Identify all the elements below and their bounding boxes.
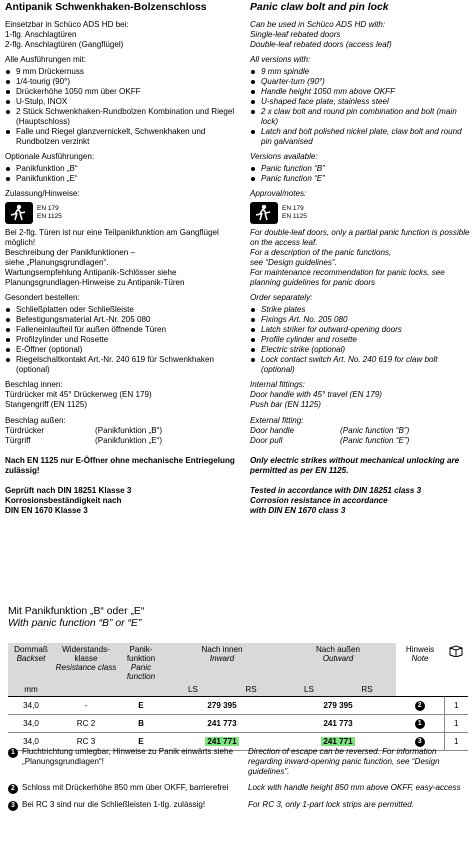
outside-fitting-de xyxy=(5,416,237,446)
list-item: U-shaped face plate, stainless steel xyxy=(250,97,470,107)
list-item: Electric strike (optional) xyxy=(250,345,470,355)
list-item: Strike plates xyxy=(250,305,470,315)
list-item: Quarter-turn (90°) xyxy=(250,77,470,87)
article-number: 241 773 xyxy=(207,718,237,728)
note-line: For a description of the panic functions, xyxy=(250,248,392,257)
notes-en xyxy=(250,228,470,288)
header-en: Backset xyxy=(16,654,46,663)
header-en: Resistance class xyxy=(55,663,117,672)
cert-en1125: EN 1125 xyxy=(282,213,307,220)
header-de: Dornmaß xyxy=(14,645,48,654)
outside-fitting-en xyxy=(250,416,470,446)
tested-line: DIN EN 1670 Klasse 3 xyxy=(5,506,88,515)
fitting-name: Door pull xyxy=(250,436,283,445)
note-marker: 2 xyxy=(415,701,425,711)
footnotes xyxy=(8,747,468,817)
cell-function: B xyxy=(118,715,164,733)
header-de: Hinweis xyxy=(405,645,435,654)
all-versions-label-en: All versions with: xyxy=(250,55,311,64)
cell-backset: 34,0 xyxy=(8,733,54,751)
list-item: Panic function “B” xyxy=(250,164,470,174)
inside-fitting-en xyxy=(250,380,470,410)
warning-de: Nach EN 1125 nur E-Öffner ohne mechanische Entriegelung zulässig! xyxy=(5,456,235,475)
cert-en179: EN 179 xyxy=(37,205,59,212)
header-empty xyxy=(118,683,164,697)
fitting-function: (Panikfunktion „E“) xyxy=(95,436,163,445)
list-item: 9 mm spindle xyxy=(250,67,470,77)
list-item: Lock contact switch Art. No. 240 619 for claw bolt (optional) xyxy=(250,355,470,375)
list-item: Panikfunktion „E“ xyxy=(5,174,237,184)
order-list-en xyxy=(250,305,470,375)
article-number: 241 773 xyxy=(323,718,353,728)
outside-row xyxy=(5,426,237,436)
cert-en1125: EN 1125 xyxy=(37,213,62,220)
header-unit: mm xyxy=(8,683,54,697)
cell-qty: 1 xyxy=(444,715,468,733)
cert-labels xyxy=(282,205,307,221)
optional-label-de: Optionale Ausführungen: xyxy=(5,152,95,161)
header-outward xyxy=(280,643,396,683)
approval-label-en: Approval/notes: xyxy=(250,189,307,198)
list-item: 2 Stück Schwenkhaken-Rundbolzen Kombination und Riegel (Hauptschloss) xyxy=(5,107,237,127)
header-de: Panik-funktion xyxy=(126,645,156,663)
warning-en: Only electric strikes without mechanical unlocking are permitted as per EN 1125. xyxy=(250,456,460,475)
title-de: Antipanik Schwenkhaken-Bolzenschloss xyxy=(5,2,207,13)
order-label-en: Order separately: xyxy=(250,293,313,302)
list-item: 1/4-tourig (90°) xyxy=(5,77,237,87)
cell-note xyxy=(396,697,444,715)
header-en: Panic function xyxy=(126,663,156,681)
list-item: 2 x claw bolt and round pin combination and bolt (main lock) xyxy=(250,107,470,127)
cell-note xyxy=(396,715,444,733)
cell-class: - xyxy=(54,697,118,715)
intro-line: Single-leaf rebated doors xyxy=(250,30,341,39)
fitting-function: (Panic function “B”) xyxy=(340,426,410,435)
fitting-function: (Panikfunktion „B“) xyxy=(95,426,163,435)
header-note xyxy=(396,643,444,697)
list-item: U-Stulp, INOX xyxy=(5,97,237,107)
list-item: Drückerhöhe 1050 mm über OKFF xyxy=(5,87,237,97)
list-item: Latch striker for outward-opening doors xyxy=(250,325,470,335)
footnote-text: Fluchtrichtung umlegbar, Hinweise zu Panik einwärts siehe „Planungsgrundlagen“! xyxy=(22,747,233,766)
outside-row xyxy=(5,436,237,446)
tested-line: Corrosion resistance in accordance xyxy=(250,496,388,505)
list-item: Falle und Riegel glanzvernickelt, Schwenkhaken und Rundbolzen verzinkt xyxy=(5,127,237,147)
footnote-en: For RC 3, only 1-part lock strips are permitted. xyxy=(248,800,414,809)
list-item: Schließplatten oder Schließleiste xyxy=(5,305,237,315)
footnote-en: Direction of escape can be reversed. For information regarding inward-opening panic function, see “Design guidelines”. xyxy=(248,747,440,776)
inside-label: Beschlag innen: xyxy=(5,380,63,389)
cell-inward xyxy=(164,715,280,733)
list-item: Befestigungsmaterial Art.-Nr. 205 080 xyxy=(5,315,237,325)
cell-class: RC 2 xyxy=(54,715,118,733)
emergency-exit-icon xyxy=(250,202,278,224)
cell-backset: 34,0 xyxy=(8,697,54,715)
outside-label: Beschlag außen: xyxy=(5,416,66,425)
fitting-function: (Panic function “E”) xyxy=(340,436,410,445)
optional-label-en: Versions available: xyxy=(250,152,318,161)
footnote-de xyxy=(8,747,248,777)
inside-line: Push bar (EN 1125) xyxy=(250,400,321,409)
order-label-de: Gesondert bestellen: xyxy=(5,293,80,302)
tested-line: Tested in accordance with DIN 18251 class 3 xyxy=(250,486,422,495)
fitting-name: Door handle xyxy=(250,426,295,435)
cell-outward xyxy=(280,715,396,733)
panic-heading-en: With panic function “B” or “E” xyxy=(8,618,142,629)
cell-qty: 1 xyxy=(444,733,468,751)
article-number: 279 395 xyxy=(207,700,237,710)
intro-line: 2-flg. Anschlagtüren (Gangflügel) xyxy=(5,40,124,49)
header-backset xyxy=(8,643,54,683)
note-marker: 3 xyxy=(415,737,425,747)
list-item: Profilzylinder und Rosette xyxy=(5,335,237,345)
note-marker: 2 xyxy=(8,784,18,794)
outside-row xyxy=(250,436,470,446)
certification-en xyxy=(250,202,470,224)
inside-line: Türdrücker mit 45° Drückerweg (EN 179) xyxy=(5,390,152,399)
optional-list-en xyxy=(250,164,470,184)
list-item: Panic function “E” xyxy=(250,174,470,184)
tested-line: Geprüft nach DIN 18251 Klasse 3 xyxy=(5,486,132,495)
article-number: 279 395 xyxy=(323,700,353,710)
inside-fitting-de xyxy=(5,380,237,410)
footnote xyxy=(8,747,468,777)
header-empty xyxy=(54,683,118,697)
optional-list-de xyxy=(5,164,237,184)
cell-backset: 34,0 xyxy=(8,715,54,733)
order-list-de xyxy=(5,305,237,375)
header-en: Note xyxy=(411,654,429,663)
header-resistance xyxy=(54,643,118,683)
tested-en xyxy=(250,486,470,516)
intro-line: Double-leaf rebated doors (access leaf) xyxy=(250,40,392,49)
header-rs: RS xyxy=(222,683,280,697)
cert-labels xyxy=(37,205,62,221)
header-panic xyxy=(118,643,164,683)
note-line: For maintenance recommendation for panic locks, see planning guidelines for panic doors xyxy=(250,268,445,287)
list-item: 9 mm Drückernuss xyxy=(5,67,237,77)
footnote-text: Schloss mit Drückerhöhe 850 mm über OKFF, barrierefrei xyxy=(22,783,229,792)
inside-label: Internal fittings: xyxy=(250,380,305,389)
note-line: Bei 2-flg. Türen ist nur eine Teilpanikfunktion am Gangflügel möglich! xyxy=(5,228,219,247)
footnote-de xyxy=(8,783,248,794)
intro-line: Einsetzbar in Schüco ADS HD bei: xyxy=(5,20,129,29)
list-item: Panikfunktion „B“ xyxy=(5,164,237,174)
footnote xyxy=(8,783,468,794)
english-column xyxy=(250,0,470,516)
all-versions-label-de: Alle Ausführungen mit: xyxy=(5,55,86,64)
tested-de xyxy=(5,486,237,516)
table-header-row xyxy=(8,643,468,683)
certification-de xyxy=(5,202,237,224)
outside-row xyxy=(250,426,470,436)
outside-label: External fitting: xyxy=(250,416,304,425)
title-en: Panic claw bolt and pin lock xyxy=(250,2,389,13)
note-line: siehe „Planungsgrundlagen“. xyxy=(5,258,109,267)
cell-function: E xyxy=(118,733,164,751)
note-marker: 1 xyxy=(415,719,425,729)
fitting-name: Türdrücker xyxy=(5,426,45,435)
cell-class: RC 3 xyxy=(54,733,118,751)
list-item: Handle height 1050 mm above OKFF xyxy=(250,87,470,97)
footnote-de xyxy=(8,800,248,811)
fitting-name: Türgriff xyxy=(5,436,31,445)
header-en: Inward xyxy=(209,654,235,663)
list-item: Falleneinlaufteil für außen öffnende Türen xyxy=(5,325,237,335)
all-versions-list-en xyxy=(250,67,470,147)
intro-de xyxy=(5,20,237,50)
header-de: Nach außen xyxy=(315,645,361,654)
approval-label-de: Zulassung/Hinweise: xyxy=(5,189,80,198)
note-line: Beschreibung der Panikfunktionen – xyxy=(5,248,136,257)
header-en: Outward xyxy=(322,654,354,663)
cell-inward xyxy=(164,697,280,715)
cell-qty: 1 xyxy=(444,697,468,715)
panic-heading-de: Mit Panikfunktion „B“ oder „E“ xyxy=(8,606,145,617)
notes-de xyxy=(5,228,237,288)
cert-en179: EN 179 xyxy=(282,205,304,212)
cell-outward xyxy=(280,697,396,715)
note-line: Wartungsempfehlung Antipanik-Schlösser siehe Planungsgrundlagen-Hinweise zu Antipanik-Türen xyxy=(5,268,185,287)
footnote xyxy=(8,800,468,811)
tested-line: Korrosionsbeständigkeit nach xyxy=(5,496,122,505)
packaging-unit-icon xyxy=(444,643,468,697)
note-marker: 3 xyxy=(8,801,18,811)
panic-function-heading xyxy=(8,606,144,630)
header-de: Widerstands-klasse xyxy=(62,645,110,663)
german-column xyxy=(5,0,237,516)
header-de: Nach innen xyxy=(201,645,243,654)
footnote-en: Lock with handle height 850 mm above OKFF, easy-access xyxy=(248,783,461,792)
list-item: Latch and bolt polished nickel plate, claw bolt and round pin galvanised xyxy=(250,127,470,147)
table-row xyxy=(8,715,468,733)
intro-en xyxy=(250,20,470,50)
header-inward xyxy=(164,643,280,683)
list-item: Riegelschaltkontakt Art.-Nr. 240 619 für Schwenkhaken (optional) xyxy=(5,355,237,375)
list-item: Fixings Art. No. 205 080 xyxy=(250,315,470,325)
header-ls: LS xyxy=(280,683,338,697)
inside-line: Stangengriff (EN 1125) xyxy=(5,400,88,409)
note-line: For double-leaf doors, only a partial panic function is possible on the access leaf. xyxy=(250,228,470,247)
tested-line: with DIN EN 1670 class 3 xyxy=(250,506,346,515)
intro-line: Can be used in Schüco ADS HD with: xyxy=(250,20,386,29)
header-rs: RS xyxy=(338,683,396,697)
emergency-exit-icon xyxy=(5,202,33,224)
header-ls: LS xyxy=(164,683,222,697)
cell-function: E xyxy=(118,697,164,715)
intro-line: 1-flg. Anschlagtüren xyxy=(5,30,77,39)
list-item: Profile cylinder and rosette xyxy=(250,335,470,345)
footnote-text: Bei RC 3 sind nur die Schließleisten 1-tlg. zulässig! xyxy=(22,800,206,809)
note-line: see “Design guidelines”. xyxy=(250,258,337,267)
note-marker: 1 xyxy=(8,748,18,758)
article-number-highlighted: 241 771 xyxy=(323,736,353,746)
all-versions-list-de xyxy=(5,67,237,147)
table-row xyxy=(8,697,468,715)
inside-line: Door handle with 45° travel (EN 179) xyxy=(250,390,382,399)
article-table xyxy=(8,643,468,751)
article-number-highlighted: 241 771 xyxy=(207,736,237,746)
list-item: E-Öffner (optional) xyxy=(5,345,237,355)
